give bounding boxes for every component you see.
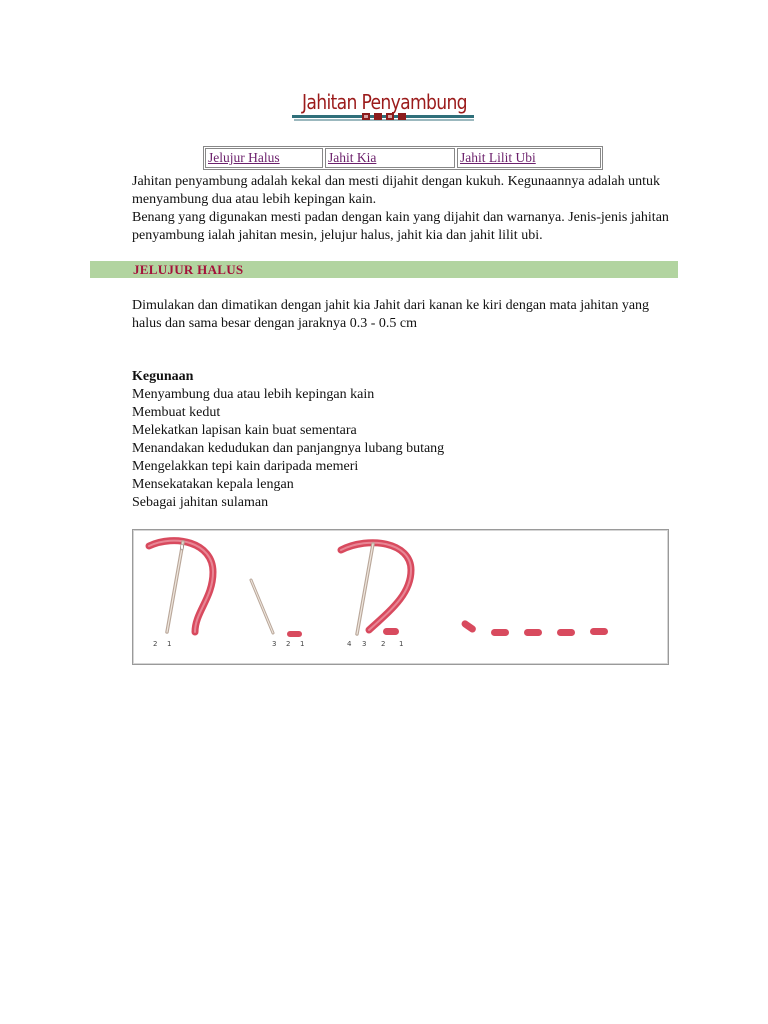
intro-paragraph-1: Jahitan penyambung adalah kekal dan mesti dijahit dengan kukuh. Kegunaannya adalah untuk menyambung dua atau lebih kepingan kain. <box>132 174 660 207</box>
step-label: 4 <box>347 640 352 648</box>
nav-cell-jelujur-halus <box>205 148 323 168</box>
needle-icon <box>357 544 373 634</box>
page-title: Jahitan Penyambung <box>302 90 467 114</box>
step-3-thread <box>341 543 411 630</box>
step-label: 1 <box>399 640 404 648</box>
stitch-mark <box>590 628 608 635</box>
section-header-bar <box>90 261 678 278</box>
uses-list <box>132 386 444 512</box>
intro-paragraph-2: Benang yang digunakan mesti padan dengan kain yang dijahit dan warnanya. Jenis-jenis jahitan penyambung ialah jahitan mesin, jelujur halus, jahit kia dan jahit lilit ubi. <box>132 210 669 243</box>
needle-icon <box>167 542 183 632</box>
step-label: 3 <box>362 640 367 648</box>
list-item: Melekatkan lapisan kain buat sementara <box>132 423 357 438</box>
needle-icon <box>251 580 273 633</box>
step-label: 2 <box>381 640 386 648</box>
list-item: Sebagai jahitan sulaman <box>132 495 269 510</box>
step-label: 1 <box>300 640 305 648</box>
step-label: 3 <box>272 640 277 648</box>
step-label: 1 <box>167 640 172 648</box>
nav-link-jahit-lilit-ubi[interactable]: Jahit Lilit Ubi <box>460 150 536 165</box>
nav-cell-jahit-kia <box>325 148 455 168</box>
nav-link-jahit-kia[interactable]: Jahit Kia <box>328 150 377 165</box>
section-description: Dimulakan dan dimatikan dengan jahit kia Jahit dari kanan ke kiri dengan mata jahitan yang halus dan sama besar dengan jaraknya 0.3 - 0.5 cm <box>132 298 650 331</box>
step-label: 2 <box>286 640 291 648</box>
stitch-mark <box>557 629 575 636</box>
uses-heading: Kegunaan <box>132 369 194 384</box>
list-item: Membuat kedut <box>132 405 221 420</box>
section-title: JELUJUR HALUS <box>133 262 244 277</box>
stitch-mark <box>460 619 477 634</box>
nav-link-jelujur-halus[interactable]: Jelujur Halus <box>208 150 280 165</box>
stitch-mark <box>383 628 399 635</box>
stitch-mark <box>287 631 302 637</box>
step-label: 2 <box>153 640 158 648</box>
list-item: Menyambung dua atau lebih kepingan kain <box>132 387 375 402</box>
nav-cell-jahit-lilit-ubi <box>457 148 601 168</box>
list-item: Mensekatakan kepala lengan <box>132 477 294 492</box>
stitch-illustration <box>132 529 669 665</box>
list-item: Mengelakkan tepi kain daripada memeri <box>132 459 359 474</box>
title-banner <box>290 86 476 128</box>
section-nav <box>203 146 603 170</box>
list-item: Menandakan kedudukan dan panjangnya lubang butang <box>132 441 445 456</box>
stitch-mark <box>524 629 542 636</box>
stitch-mark <box>491 629 509 636</box>
